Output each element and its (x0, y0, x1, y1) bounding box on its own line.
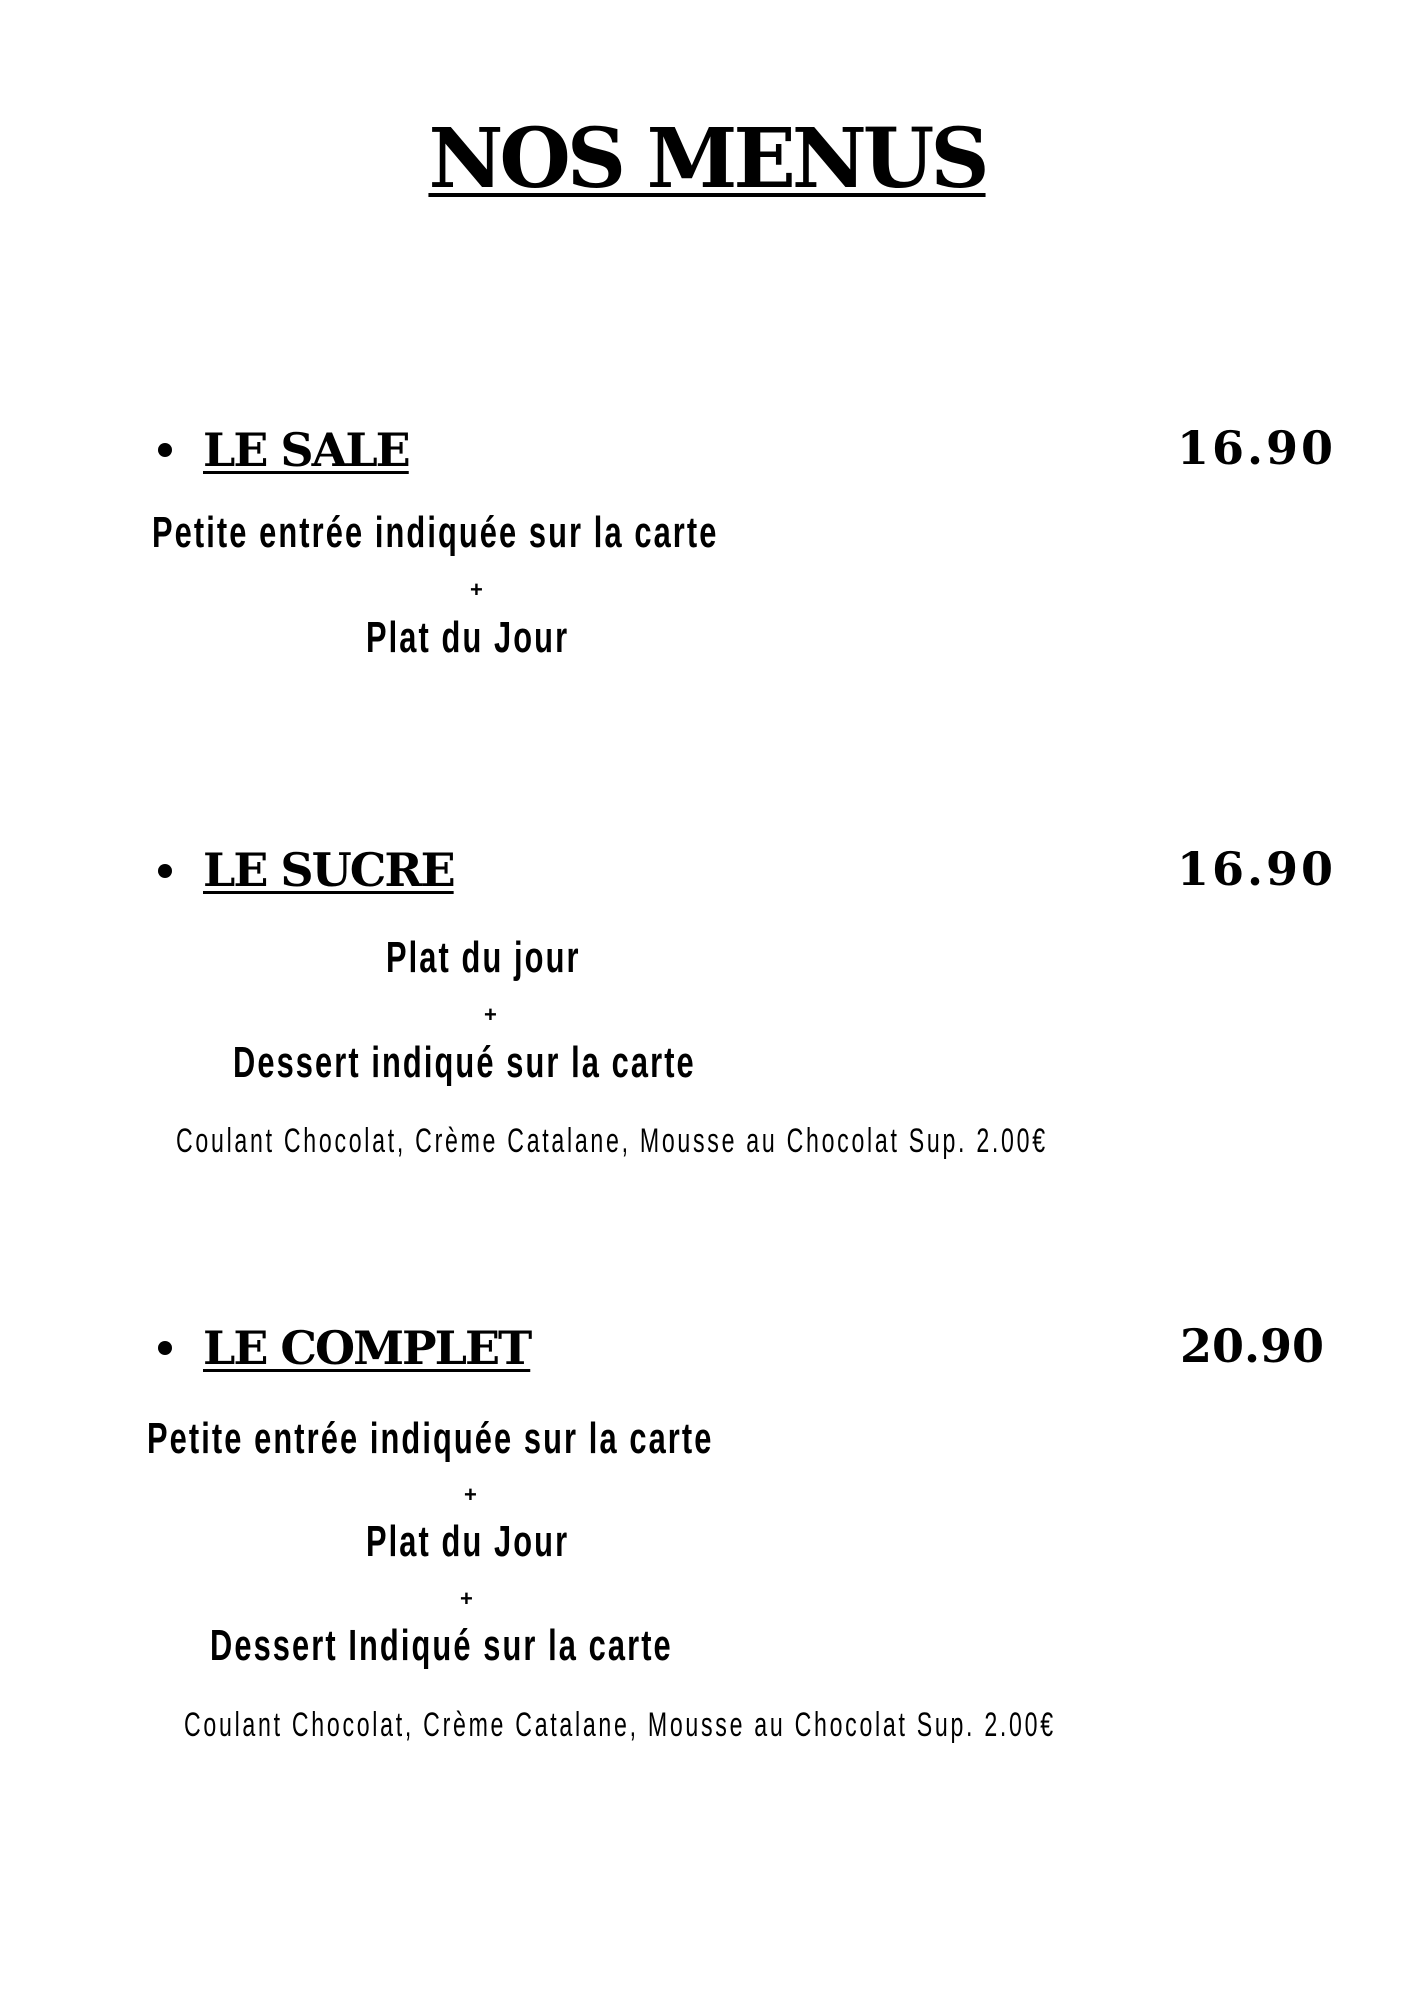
bullet-icon (158, 864, 172, 878)
menu-note: Coulant Chocolat, Crème Catalane, Mousse au Chocolat Sup. 2.00€ (184, 1706, 1056, 1744)
menu-price: 20.90 (1180, 1319, 1325, 1373)
plus-sign: + (460, 1586, 473, 1611)
menu-line: Dessert indiqué sur la carte (233, 1038, 696, 1087)
menu-note: Coulant Chocolat, Crème Catalane, Mousse au Chocolat Sup. 2.00€ (176, 1122, 1048, 1160)
page-title (0, 111, 1414, 207)
menu-line: Petite entrée indiquée sur la carte (147, 1414, 714, 1463)
plus-sign: + (484, 1002, 497, 1027)
plus-sign: + (464, 1482, 477, 1507)
menu-name: LE COMPLET (203, 1321, 531, 1375)
menu-line: Petite entrée indiquée sur la carte (152, 508, 719, 557)
menu-name: LE SUCRE (203, 843, 454, 897)
menu-price: 16.90 (1177, 842, 1337, 896)
menu-line: Plat du Jour (366, 613, 570, 662)
menu-price: 16.90 (1177, 421, 1337, 475)
plus-sign: + (470, 577, 483, 602)
menu-name: LE SALE (203, 423, 409, 477)
bullet-icon (158, 443, 172, 457)
menu-line: Plat du jour (386, 933, 581, 982)
bullet-icon (158, 1341, 172, 1355)
menu-line: Dessert Indiqué sur la carte (210, 1621, 673, 1670)
page-title-text: NOS MENUS (428, 111, 986, 207)
menu-line: Plat du Jour (366, 1517, 570, 1566)
